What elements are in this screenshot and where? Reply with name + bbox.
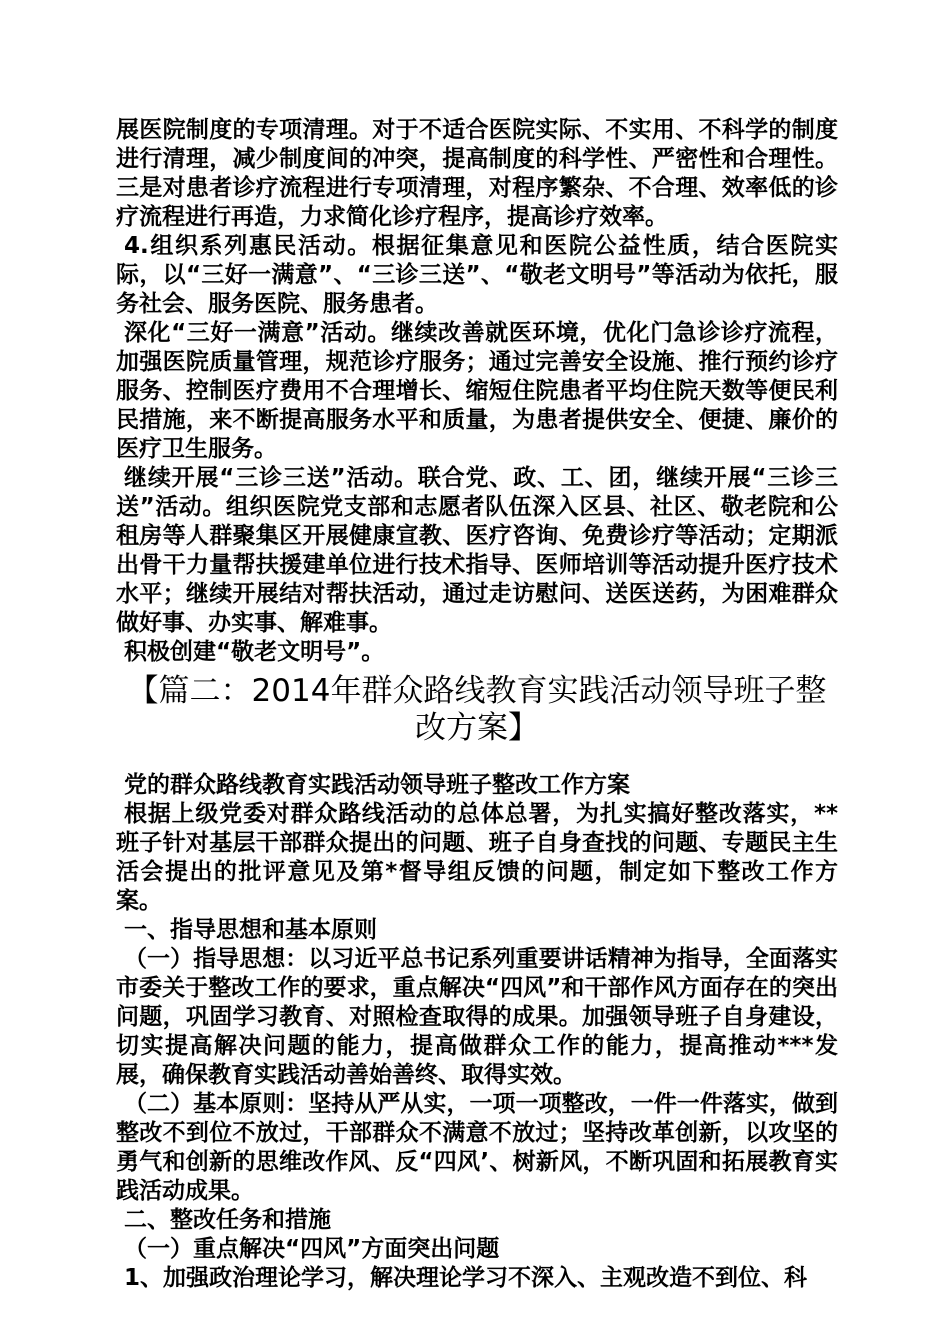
section-heading: 【篇二：2014年群众路线教育实践活动领导班子整改方案】 xyxy=(127,673,827,746)
heading-level-1: 一、指导思想和基本原则 xyxy=(124,917,377,943)
paragraph: （二）基本原则：坚持从严从实，一项一项整改，一件一件落实，做到整改不到位不放过，干部群众不满意不放过；坚持改革创新，以攻坚的勇气和创新的思维改作风、反“四风’、树新风，不断巩固和拓展教育实践活动成果。 xyxy=(116,1091,838,1204)
heading-level-2: （一）重点解决“四风”方面突出问题 xyxy=(124,1236,500,1262)
heading-level-1: 二、整改任务和措施 xyxy=(124,1207,331,1233)
paragraph: 展医院制度的专项清理。对于不适合医院实际、不实用、不科学的制度进行清理，减少制度间的冲突，提高制度的科学性、严密性和合理性。三是对患者诊疗流程进行专项清理，对程序繁杂、不合理、效率低的诊疗流程进行再造，力求简化诊疗程序，提高诊疗效率。 xyxy=(116,117,838,230)
document-title: 党的群众路线教育实践活动领导班子整改工作方案 xyxy=(124,772,630,798)
paragraph: 1、加强政治理论学习，解决理论学习不深入、主观改造不到位、科 xyxy=(124,1265,808,1291)
document-body xyxy=(116,116,838,1293)
paragraph: 深化“三好一满意”活动。继续改善就医环境，优化门急诊诊疗流程，加强医院质量管理，规范诊疗服务；通过完善安全设施、推行预约诊疗服务、控制医疗费用不合理增长、缩短住院患者平均住院天数等便民利民措施，来不断提高服务水平和质量，为患者提供安全、便捷、廉价的医疗卫生服务。 xyxy=(116,320,838,462)
paragraph: 根据上级党委对群众路线活动的总体总署，为扎实搞好整改落实，**班子针对基层干部群众提出的问题、班子自身查找的问题、专题民主生活会提出的批评意见及第*督导组反馈的问题，制定如下整改工作方案。 xyxy=(116,801,838,914)
paragraph: 继续开展“三诊三送”活动。联合党、政、工、团，继续开展“三诊三送”活动。组织医院党支部和志愿者队伍深入区县、社区、敬老院和公租房等人群聚集区开展健康宣教、医疗咨询、免费诊疗等活动；定期派出骨干力量帮扶援建单位进行技术指导、医师培训等活动提升医疗技术水平；继续开展结对帮扶活动，通过走访慰问、送医送药，为困难群众做好事、办实事、解难事。 xyxy=(116,465,838,636)
paragraph: 4.组织系列惠民活动。根据征集意见和医院公益性质，结合医院实际，以“三好一满意”、“三诊三送”、“敬老文明号”等活动为依托，服务社会、服务医院、服务患者。 xyxy=(116,233,838,317)
paragraph: （一）指导思想：以习近平总书记系列重要讲话精神为指导，全面落实市委关于整改工作的要求，重点解决“四风”和干部作风方面存在的突出问题，巩固学习教育、对照检查取得的成果。加强领导班子自身建设，切实提高解决问题的能力，提高做群众工作的能力，提高推动***发展，确保教育实践活动善始善终、取得实效。 xyxy=(116,946,838,1088)
paragraph: 积极创建“敬老文明号”。 xyxy=(124,639,385,665)
